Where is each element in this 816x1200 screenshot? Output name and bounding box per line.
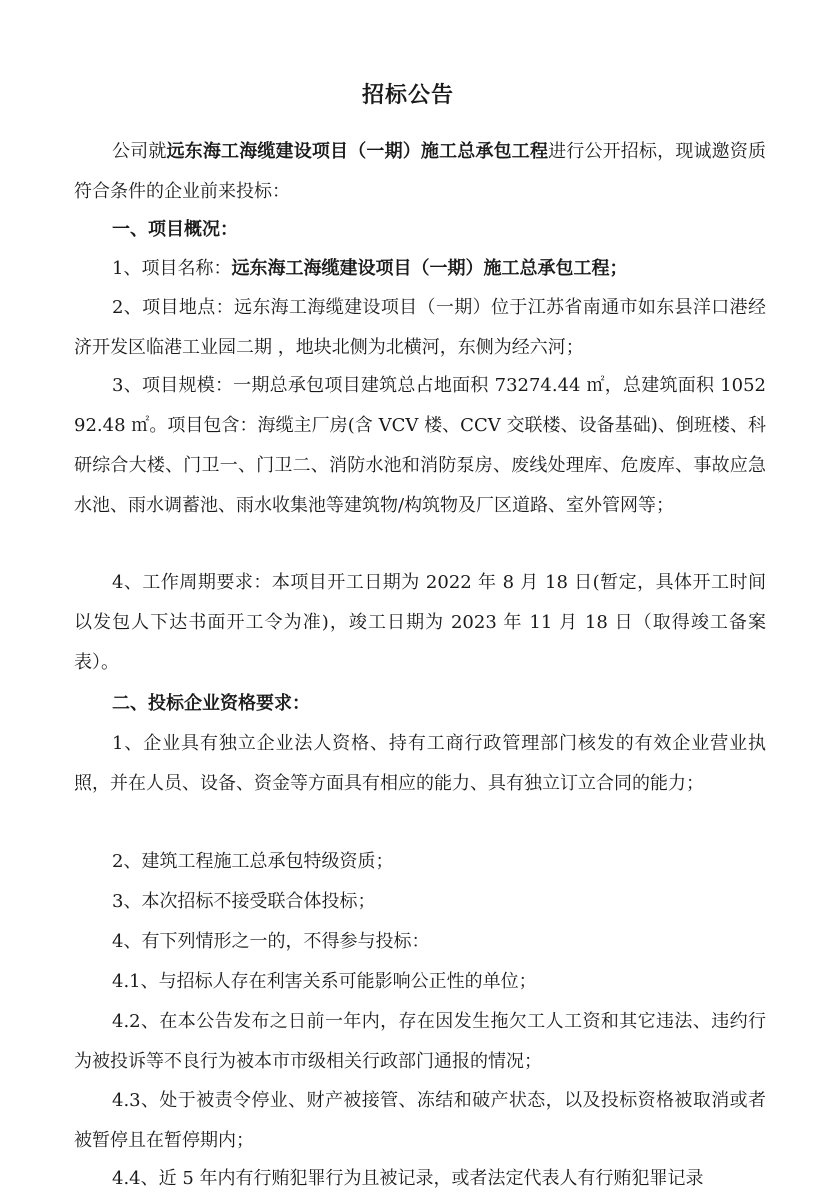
- section1-item1-label: 1、项目名称：: [112, 258, 232, 279]
- section2-item3: 3、本次招标不接受联合体投标；: [112, 891, 376, 912]
- intro-paragraph: [74, 132, 766, 212]
- section1-item3: 3、项目规模：一期总承包项目建筑总占地面积 73274.44 ㎡，总建筑面积 105292.48 ㎡。项目包含：海缆主厂房(含 VCV 楼、CCV 交联楼、设备基础)、倒班楼、科研综合大楼、门卫一、门卫二、消防水池和消防泵房、废线处理库、危废库、事故应急水池、雨水调蓄池、雨水收集池等建筑物/构筑物及厂区道路、室外管网等；: [74, 375, 766, 516]
- section2-item4-4: 4.4、近 5 年内有行贿犯罪行为且被记录，或者法定代表人有行贿犯罪记录: [112, 1168, 704, 1189]
- intro-prefix: 公司就: [112, 141, 167, 162]
- section1-item4: 4、工作周期要求：本项目开工日期为 2022 年 8 月 18 日(暂定，具体开工时间以发包人下达书面开工令为准)，竣工日期为 2023 年 11 月 18 日（取得竣工备案表）。: [74, 572, 766, 673]
- section1-item1-value: 远东海工海缆建设项目（一期）施工总承包工程；: [231, 258, 628, 279]
- section2-heading: 二、投标企业资格要求：: [112, 693, 310, 714]
- section1-heading: 一、项目概况：: [112, 219, 238, 240]
- section2-item1: 1、企业具有独立企业法人资格、持有工商行政管理部门核发的有效企业营业执照，并在人员、设备、资金等方面具有相应的能力、具有独立订立合同的能力；: [74, 733, 766, 794]
- page-title: 招标公告: [361, 82, 454, 108]
- section1-item1: [74, 249, 766, 289]
- section2-item4-2: 4.2、在本公告发布之日前一年内，存在因发生拖欠工人工资和其它违法、违约行为被投诉等不良行为被本市市级相关行政部门通报的情况；: [74, 1011, 766, 1072]
- intro-project-name: 远东海工海缆建设项目（一期）施工总承包工程: [166, 141, 549, 162]
- intro-suffix: 进行公开招标，现诚邀资质符合条件的企业前来投标：: [74, 141, 767, 202]
- section2-item4: 4、有下列情形之一的，不得参与投标：: [112, 931, 430, 952]
- section1-item2: 2、项目地点：远东海工海缆建设项目（一期）位于江苏省南通市如东县洋口港经济开发区临港工业园二期 ，地块北侧为北横河，东侧为经六河；: [74, 297, 766, 358]
- section2-item4-3: 4.3、处于被责令停业、财产被接管、冻结和破产状态，以及投标资格被取消或者被暂停且在暂停期内；: [74, 1090, 766, 1151]
- section2-item4-1: 4.1、与招标人存在利害关系可能影响公正性的单位；: [112, 971, 537, 992]
- section2-item2: 2、建筑工程施工总承包特级资质；: [112, 851, 394, 872]
